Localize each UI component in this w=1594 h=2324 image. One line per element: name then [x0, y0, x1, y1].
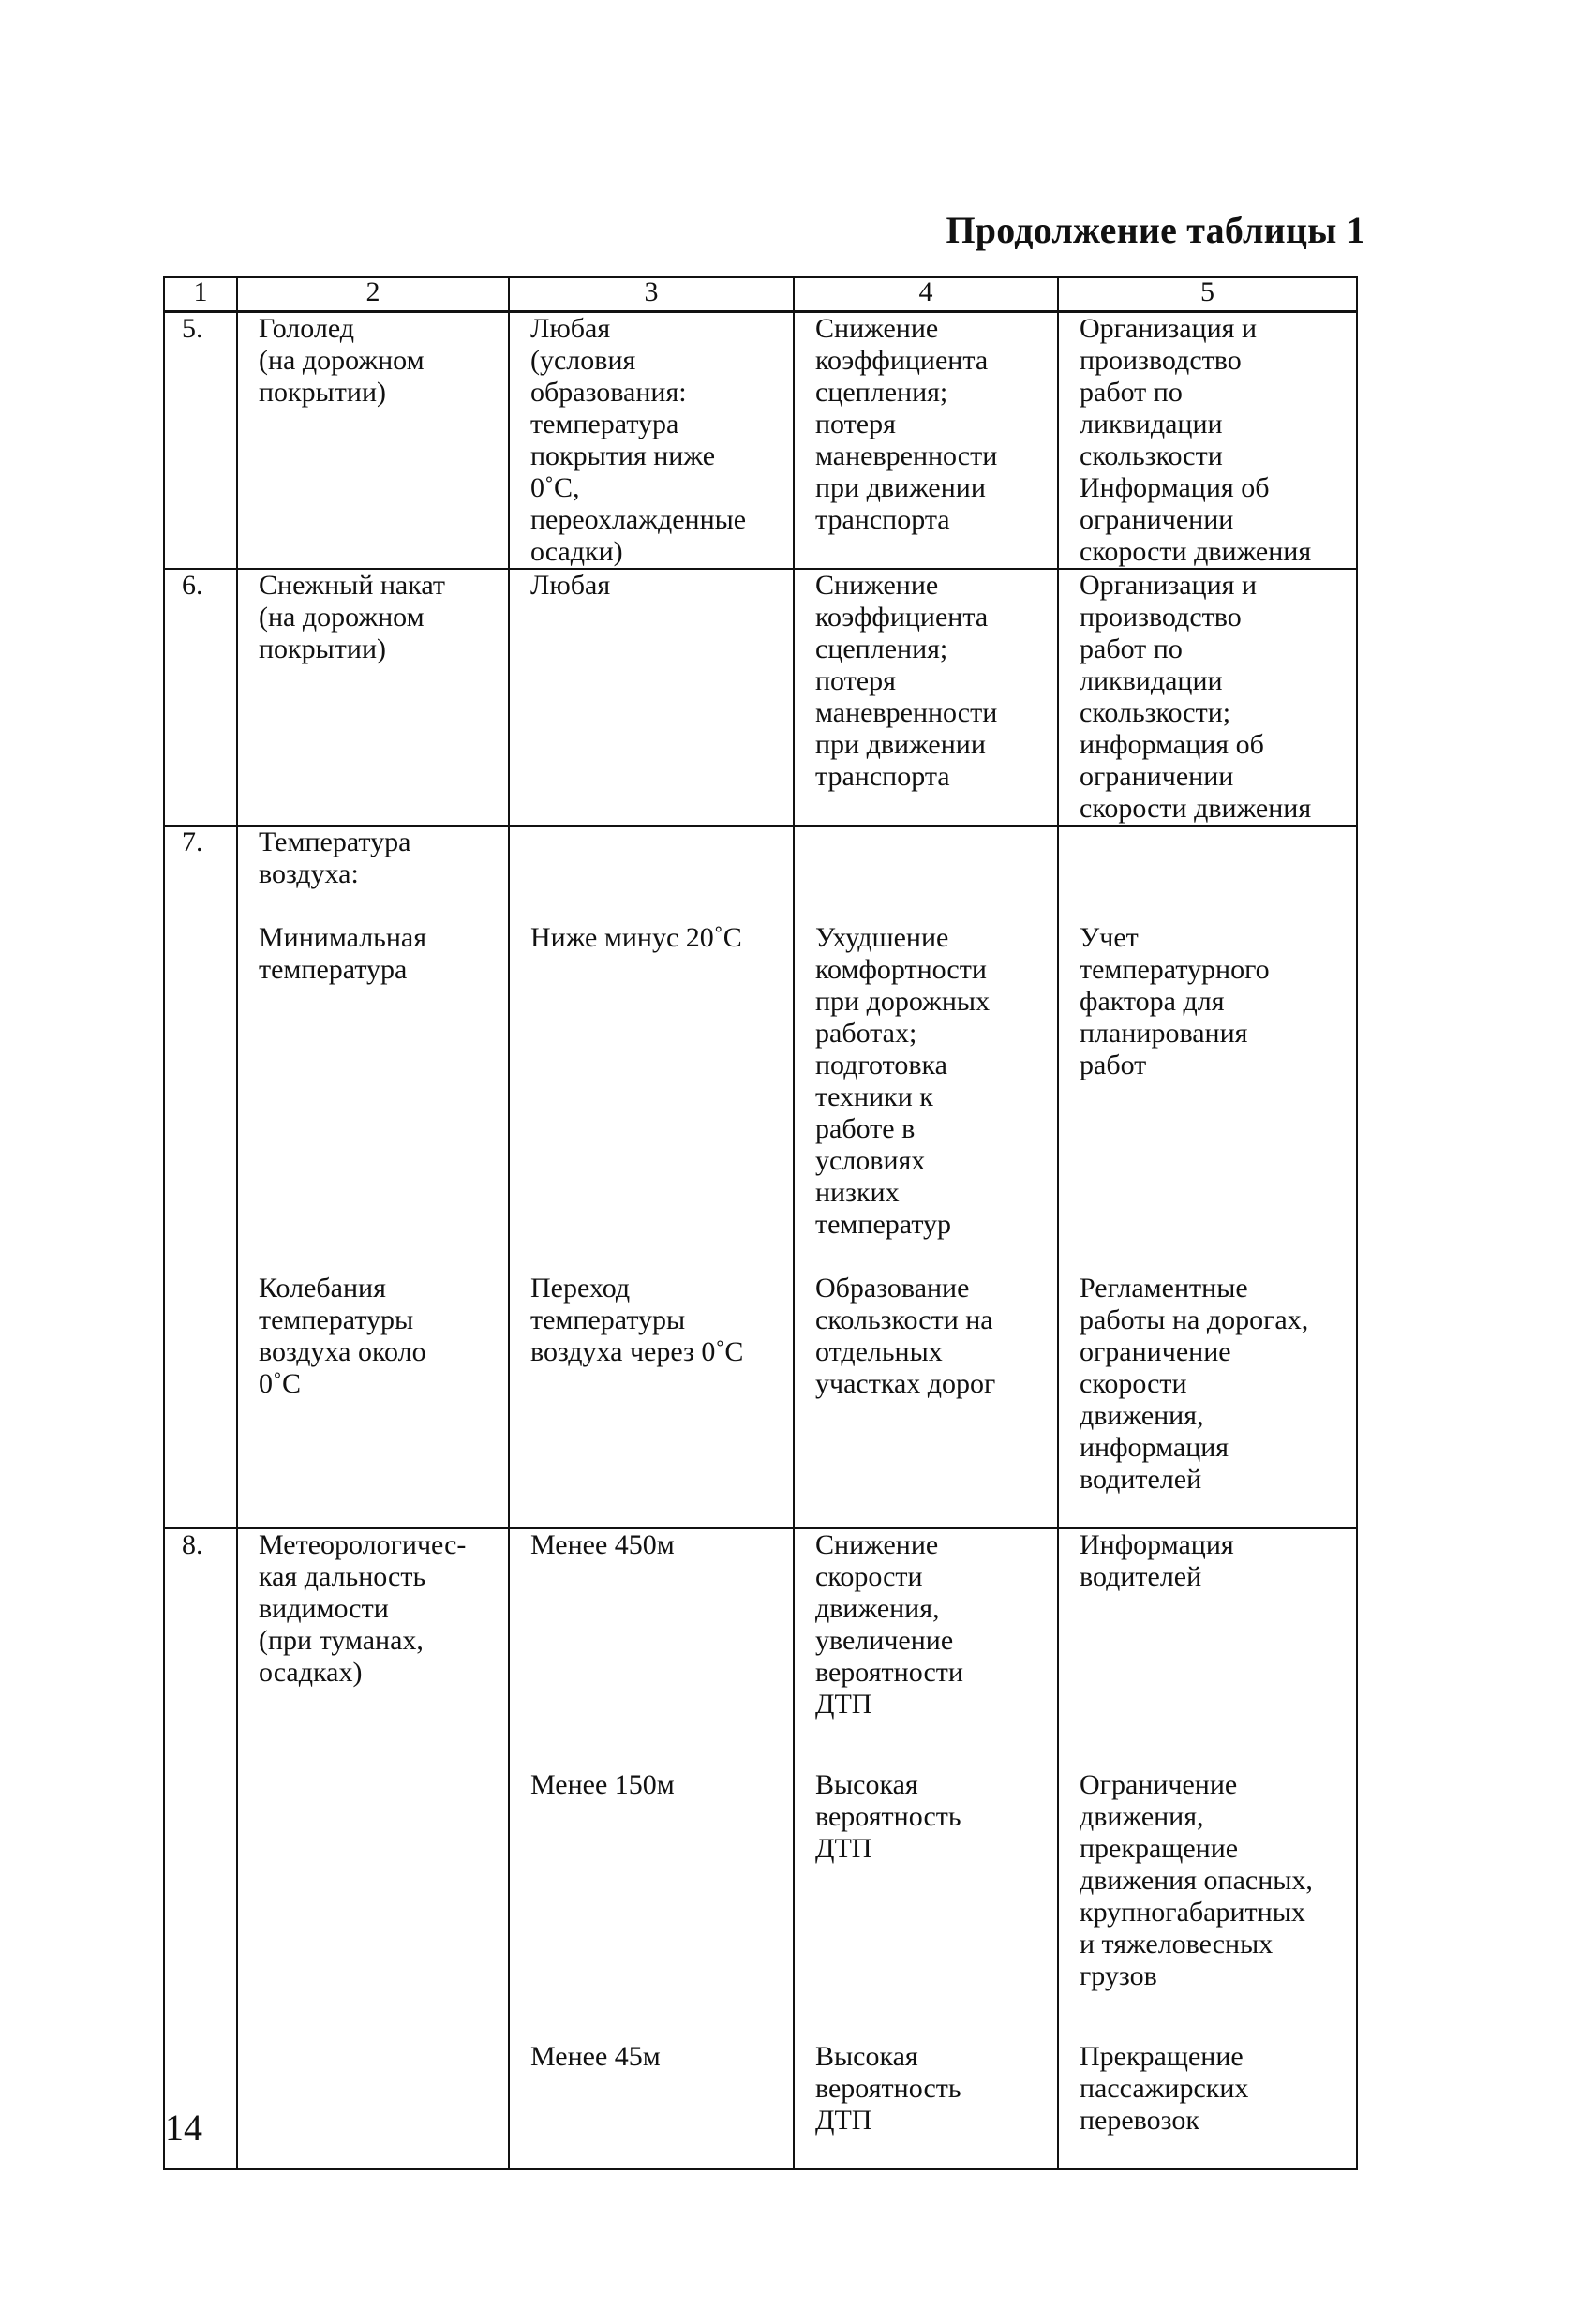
criterion-cell: Любая: [509, 569, 794, 826]
criterion-cell: [509, 1721, 794, 1992]
phenomenon-cell: Снежный накат (на дорожном покрытии): [237, 569, 509, 826]
row-number-continued: [164, 1721, 237, 1992]
impact-cell: [794, 1721, 1058, 1992]
row-number: 6.: [164, 569, 237, 826]
measures-text: Учет температурного фактора для планирования работ: [1080, 922, 1270, 1080]
impact-text: Образование скользкости на отдельных участках дорог: [815, 1273, 996, 1399]
phenomenon-cell: [237, 1992, 509, 2169]
measures-text: Регламентные работы на дорогах, ограничение скорости движения, информация водителей: [1080, 1273, 1309, 1495]
impact-cell: Снижение скорости движения, увеличение вероятности ДТП: [794, 1528, 1058, 1721]
phenomenon-cell: [237, 1241, 509, 1528]
column-header-3: 3: [509, 277, 794, 312]
criterion-text: Переход температуры воздуха через 0˚С: [530, 1273, 744, 1367]
row-number: 8.: [164, 1528, 237, 1721]
impact-cell: [794, 826, 1058, 890]
measures-cell: [1058, 890, 1357, 1241]
measures-cell: [1058, 1721, 1357, 1992]
phenomenon-text: Минимальная температура: [259, 922, 427, 985]
impact-cell: [794, 1992, 1058, 2169]
impact-cell: [794, 890, 1058, 1241]
measures-cell: Организация и производство работ по ликвидации скользкости; информация об ограничении скорости движения: [1058, 569, 1357, 826]
measures-text: Ограничение движения, прекращение движения опасных, крупногабаритных и тяжеловесных грузов: [1080, 1769, 1313, 1991]
measures-text: Прекращение пассажирских перевозок: [1080, 2041, 1249, 2136]
measures-cell: [1058, 826, 1357, 890]
impact-text: Ухудшение комфортности при дорожных работах; подготовка техники к работе в условиях низких температур: [815, 922, 991, 1240]
column-header-1: 1: [164, 277, 237, 312]
phenomenon-cell: Гололед (на дорожном покрытии): [237, 312, 509, 570]
table-row: [164, 826, 1357, 890]
impact-cell: Снижение коэффициента сцепления; потеря маневренности при движении транспорта: [794, 312, 1058, 570]
criterion-cell: Любая (условия образования: температура покрытия ниже 0˚С, переохлажденные осадки): [509, 312, 794, 570]
table-subrow: [164, 890, 1357, 1241]
row-number-continued: [164, 890, 237, 1241]
measures-cell: [1058, 1241, 1357, 1528]
row-number-continued: [164, 1241, 237, 1528]
table-row: [164, 1528, 1357, 1721]
row-number: 7.: [164, 826, 237, 890]
phenomenon-cell: Метеорологичес- кая дальность видимости (при туманах, осадках): [237, 1528, 509, 1721]
impact-text: Высокая вероятность ДТП: [815, 2041, 961, 2136]
measures-cell: Информация водителей: [1058, 1528, 1357, 1721]
row-number: 5.: [164, 312, 237, 570]
phenomenon-text: Колебания температуры воздуха около 0˚С: [259, 1273, 426, 1399]
table-subrow: [164, 1241, 1357, 1528]
criterion-cell: [509, 1992, 794, 2169]
column-header-4: 4: [794, 277, 1058, 312]
impact-text: Высокая вероятность ДТП: [815, 1769, 961, 1864]
phenomenon-cell: Температура воздуха:: [237, 826, 509, 890]
column-header-5: 5: [1058, 277, 1357, 312]
criterion-text: Менее 150м: [530, 1769, 675, 1800]
criterion-cell: [509, 890, 794, 1241]
table-subrow: [164, 1992, 1357, 2169]
criterion-cell: [509, 826, 794, 890]
table-row: [164, 312, 1357, 570]
table-row: [164, 569, 1357, 826]
column-header-2: 2: [237, 277, 509, 312]
page-number: 14: [165, 2107, 202, 2149]
phenomenon-cell: [237, 1721, 509, 1992]
criterion-cell: Менее 450м: [509, 1528, 794, 1721]
table-caption: Продолжение таблицы 1: [946, 209, 1365, 251]
impact-cell: Снижение коэффициента сцепления; потеря маневренности при движении транспорта: [794, 569, 1058, 826]
table-header-row: [164, 277, 1357, 312]
table-subrow: [164, 1721, 1357, 1992]
measures-cell: [1058, 1992, 1357, 2169]
impact-cell: [794, 1241, 1058, 1528]
weather-impact-table: [163, 276, 1358, 2170]
criterion-text: Ниже минус 20˚С: [530, 922, 742, 953]
phenomenon-cell: [237, 890, 509, 1241]
criterion-cell: [509, 1241, 794, 1528]
measures-cell: Организация и производство работ по ликвидации скользкости Информация об ограничении скорости движения: [1058, 312, 1357, 570]
criterion-text: Менее 45м: [530, 2041, 661, 2072]
